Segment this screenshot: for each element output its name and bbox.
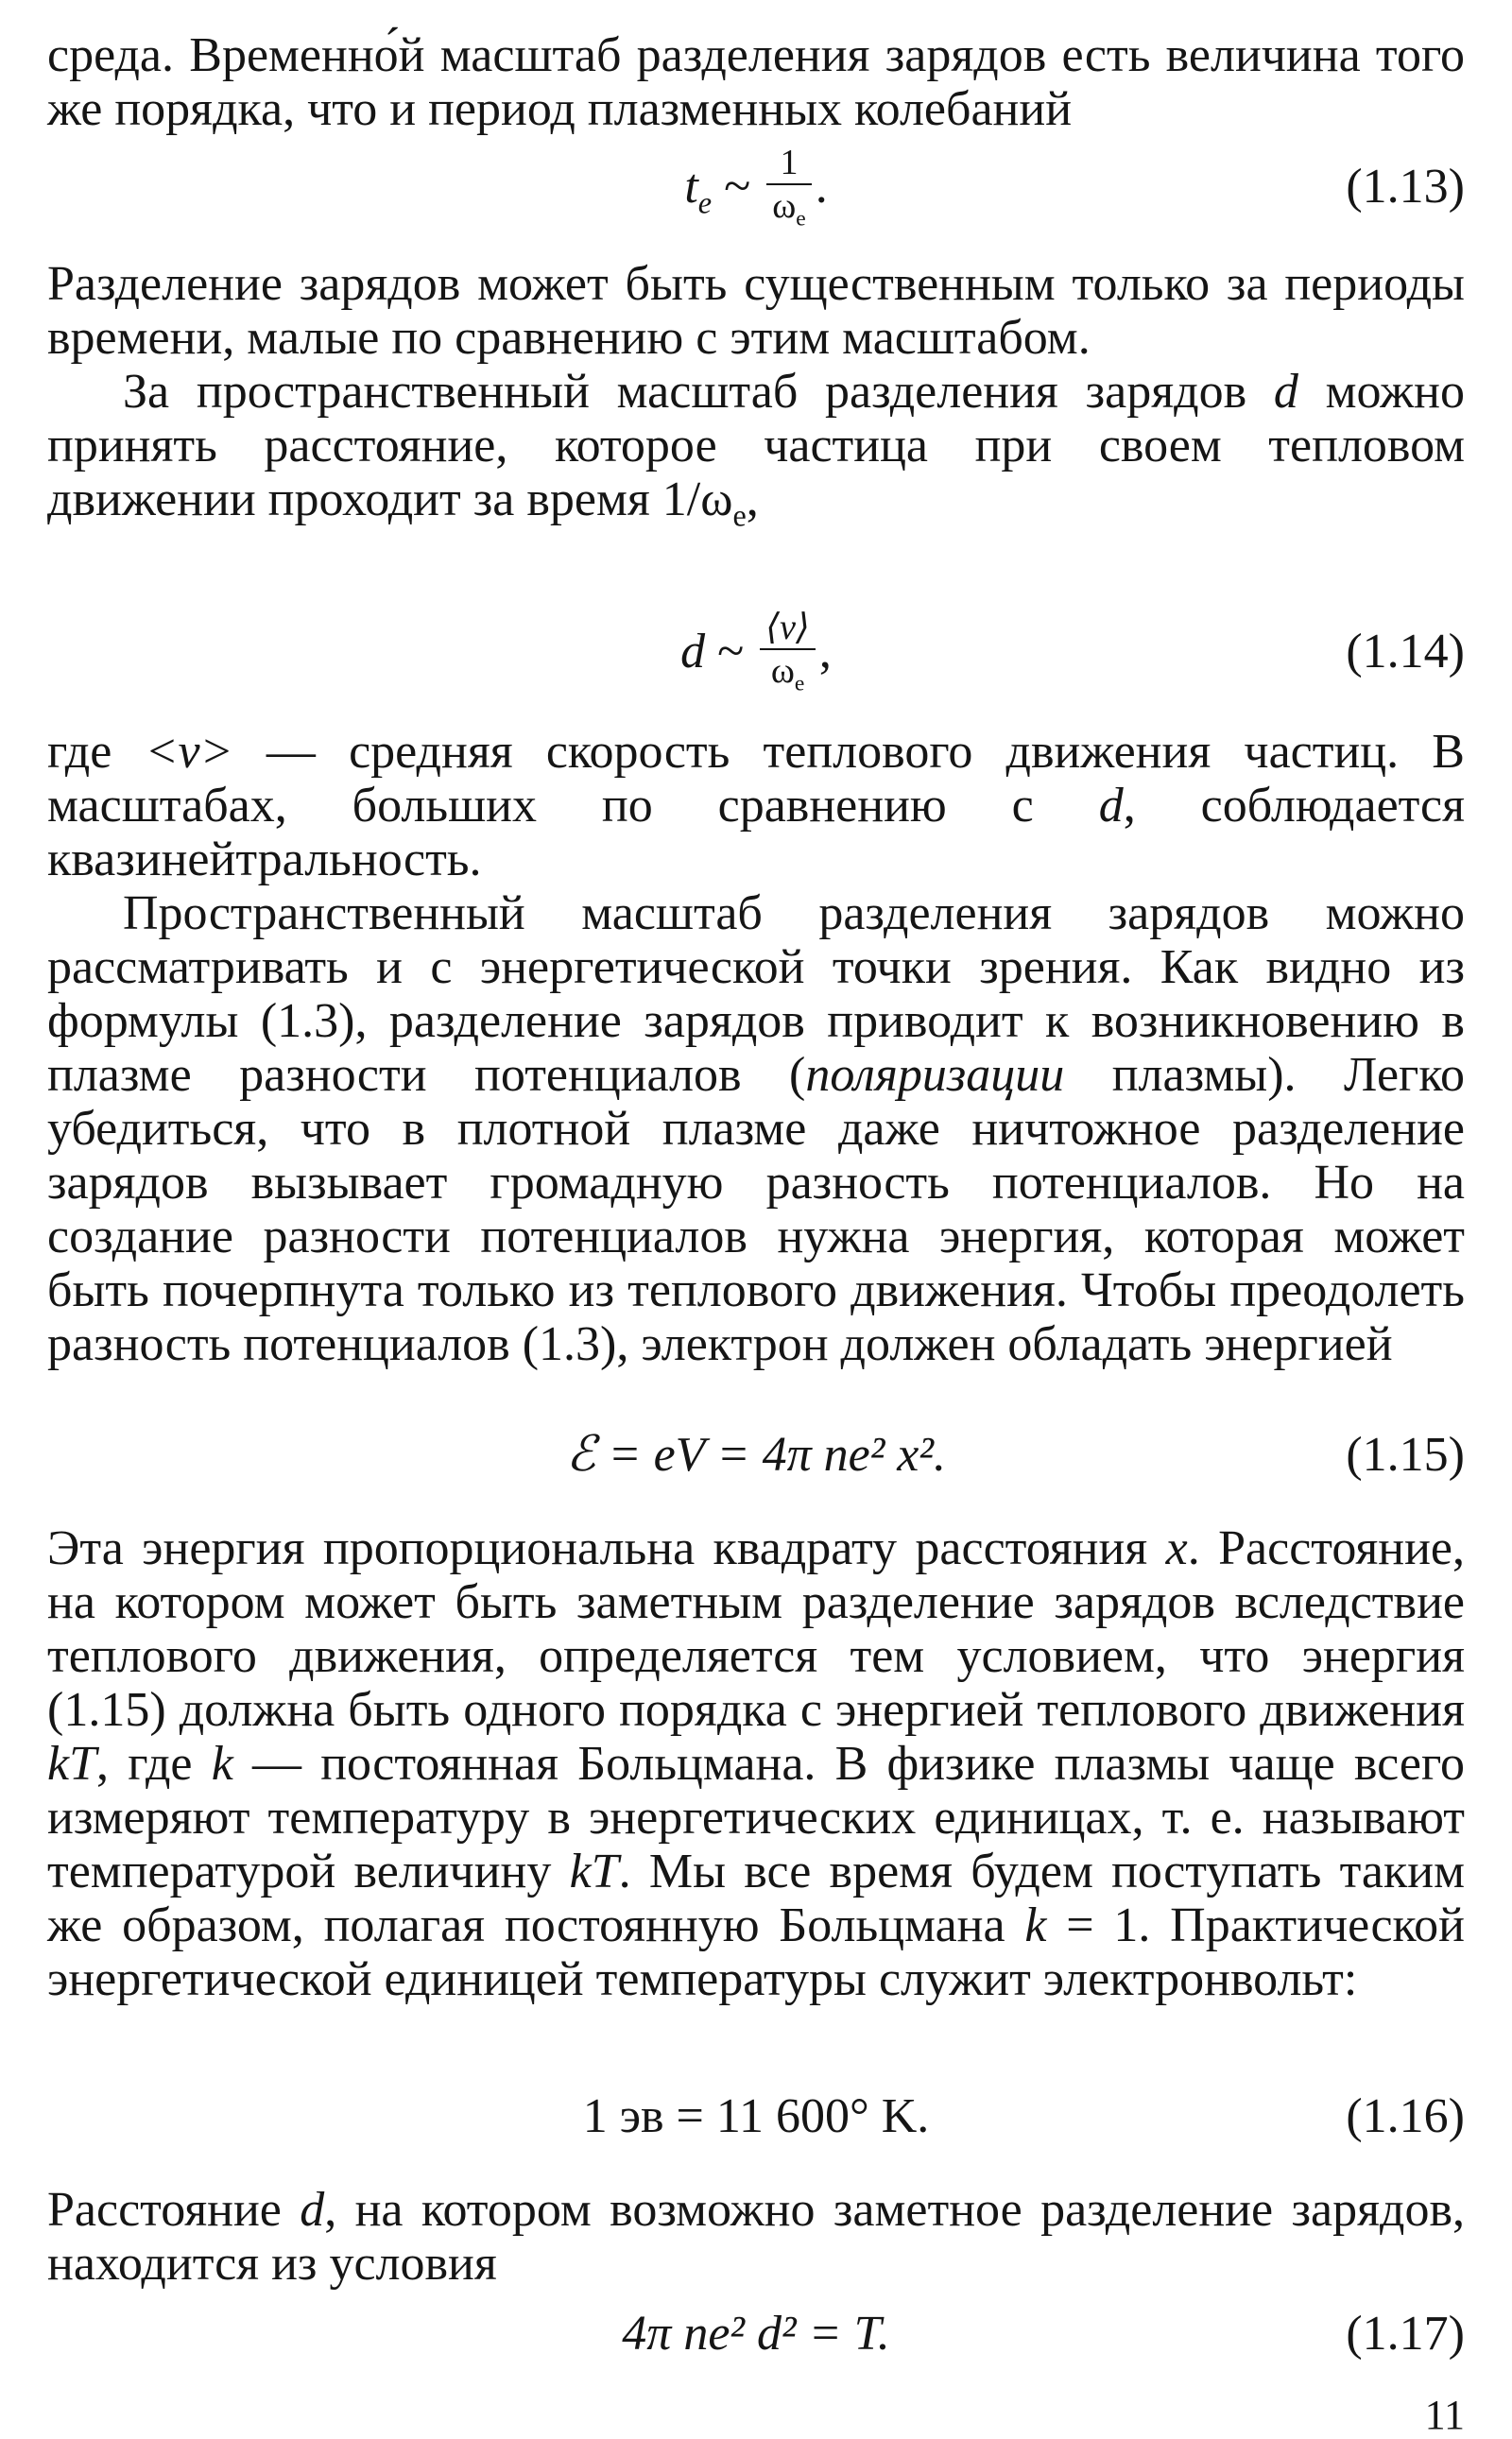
equation-number: (1.13) <box>1346 160 1465 214</box>
equation-1-16: 1 эв = 11 600° K. (1.16) <box>47 2065 1465 2169</box>
paragraph-2: Разделение зарядов может быть существенным только за периоды времени, малые по сравнению с этим масштабом. <box>47 257 1465 365</box>
equation-1-14: d ~ $\frac{⟨v⟩}{\omega_e}$ , (1.14) <box>47 600 1465 704</box>
equation-1-15: ℰ = eV = 4π ne² x². (1.15) <box>47 1403 1465 1507</box>
book-page <box>47 28 1466 2438</box>
equation-1-17: 4π ne² d² = T. (1.17) <box>47 2282 1465 2386</box>
page-number: 11 <box>1424 2392 1465 2438</box>
equation-number: (1.14) <box>1346 625 1465 678</box>
paragraph-7: Расстояние d, на котором возможно заметное разделение зарядов, находится из условия <box>47 2183 1465 2291</box>
equation-1-13: $t_e$ ~ $\frac{1}{\omega_e}$ . (1.13) <box>47 135 1465 239</box>
fraction: $\frac{⟨v⟩}{\omega_e}$ <box>760 607 816 705</box>
equation-number: (1.17) <box>1346 2307 1465 2361</box>
fraction: $\frac{1}{\omega_e}$ <box>766 142 811 240</box>
equation-number: (1.15) <box>1346 1428 1465 1482</box>
paragraph-3: За пространственный масштаб разделения зарядов d можно принять расстояние, которое частица при своем тепловом движении проходит за время $1/\omega_e$, <box>47 365 1465 533</box>
paragraph-5: Пространственный масштаб разделения зарядов можно рассматривать и с энергетической точки зрения. Как видно из формулы (1.3), разделение зарядов приводит к возникновению в плазме разности потенциалов (поляризации плазмы). Легко убедиться, что в плотной плазме даже ничтожное разделение зарядов вызывает громадную разность потенциалов. Но на создание разности потенциалов нужна энергия, которая может быть почерпнута только из теплового движения. Чтобы преодолеть разность потенциалов (1.3), электрон должен обладать энергией <box>47 886 1465 1371</box>
paragraph-4: где <v> — средняя скорость теплового движения частиц. В масштабах, больших по сравнению с d, соблюдается квазинейтральность. <box>47 725 1466 886</box>
equation-number: (1.16) <box>1346 2089 1465 2143</box>
paragraph-1: среда. Временно́й масштаб разделения зарядов есть величина того же порядка, что и период плазменных колебаний <box>47 28 1465 136</box>
paragraph-6: Эта энергия пропорциональна квадрату расстояния x. Расстояние, на котором может быть заметным разделение зарядов вследствие теплового движения, определяется тем условием, что энергия (1.15) должна быть одного порядка с энергией теплового движения kT, где k — постоянная Больцмана. В физике плазмы чаще всего измеряют температуру в энергетических единицах, т. е. называют температурой величину kT. Мы все время будем поступать таким же образом, полагая постоянную Больцмана k = 1. Практической энергетической единицей температуры служит электронвольт: <box>47 1521 1466 2006</box>
